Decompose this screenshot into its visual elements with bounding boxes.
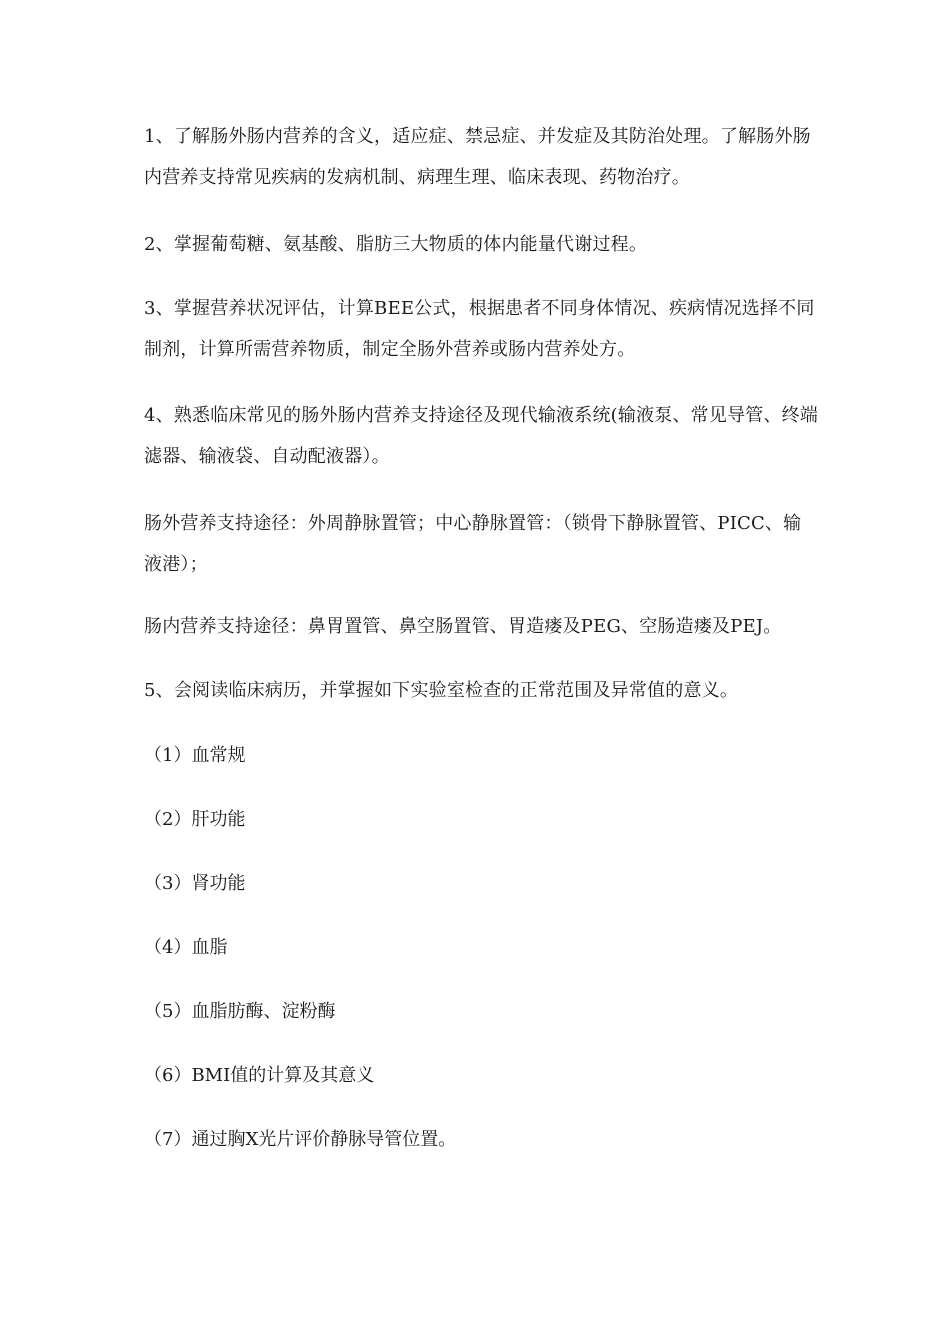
list-item-bmi: （6）BMI值的计算及其意义 bbox=[144, 1065, 375, 1086]
list-item-kidney-function: （3）肾功能 bbox=[144, 873, 246, 894]
paragraph-objective-3: 3、掌握营养状况评估，计算BEE公式，根据患者不同身体情况、疾病情况选择不同制剂，计算所需营养物质，制定全肠外营养或肠内营养处方。 bbox=[144, 298, 815, 360]
paragraph-objective-4: 4、熟悉临床常见的肠外肠内营养支持途径及现代输液系统(输液泵、常见导管、终端滤器、输液袋、自动配液器）。 bbox=[144, 405, 819, 467]
list-item-blood-routine: （1）血常规 bbox=[144, 745, 246, 766]
paragraph-enteral-routes: 肠内营养支持途径：鼻胃置管、鼻空肠置管、胃造瘘及PEG、空肠造瘘及PEJ。 bbox=[144, 616, 782, 637]
list-item-lipase-amylase: （5）血脂肪酶、淀粉酶 bbox=[144, 1001, 336, 1022]
list-item-liver-function: （2）肝功能 bbox=[144, 809, 246, 830]
list-item-chest-xray: （7）通过胸X光片评价静脉导管位置。 bbox=[144, 1129, 457, 1150]
paragraph-objective-2: 2、掌握葡萄糖、氨基酸、脂肪三大物质的体内能量代谢过程。 bbox=[144, 234, 648, 255]
paragraph-parenteral-routes: 肠外营养支持途径：外周静脉置管；中心静脉置管：（锁骨下静脉置管、PICC、输液港）； bbox=[144, 513, 802, 575]
paragraph-objective-5: 5、会阅读临床病历，并掌握如下实验室检查的正常范围及异常值的意义。 bbox=[144, 680, 739, 701]
list-item-blood-lipids: （4）血脂 bbox=[144, 937, 228, 958]
paragraph-objective-1: 1、了解肠外肠内营养的含义，适应症、禁忌症、并发症及其防治处理。了解肠外肠内营养支持常见疾病的发病机制、病理生理、临床表现、药物治疗。 bbox=[144, 126, 811, 188]
